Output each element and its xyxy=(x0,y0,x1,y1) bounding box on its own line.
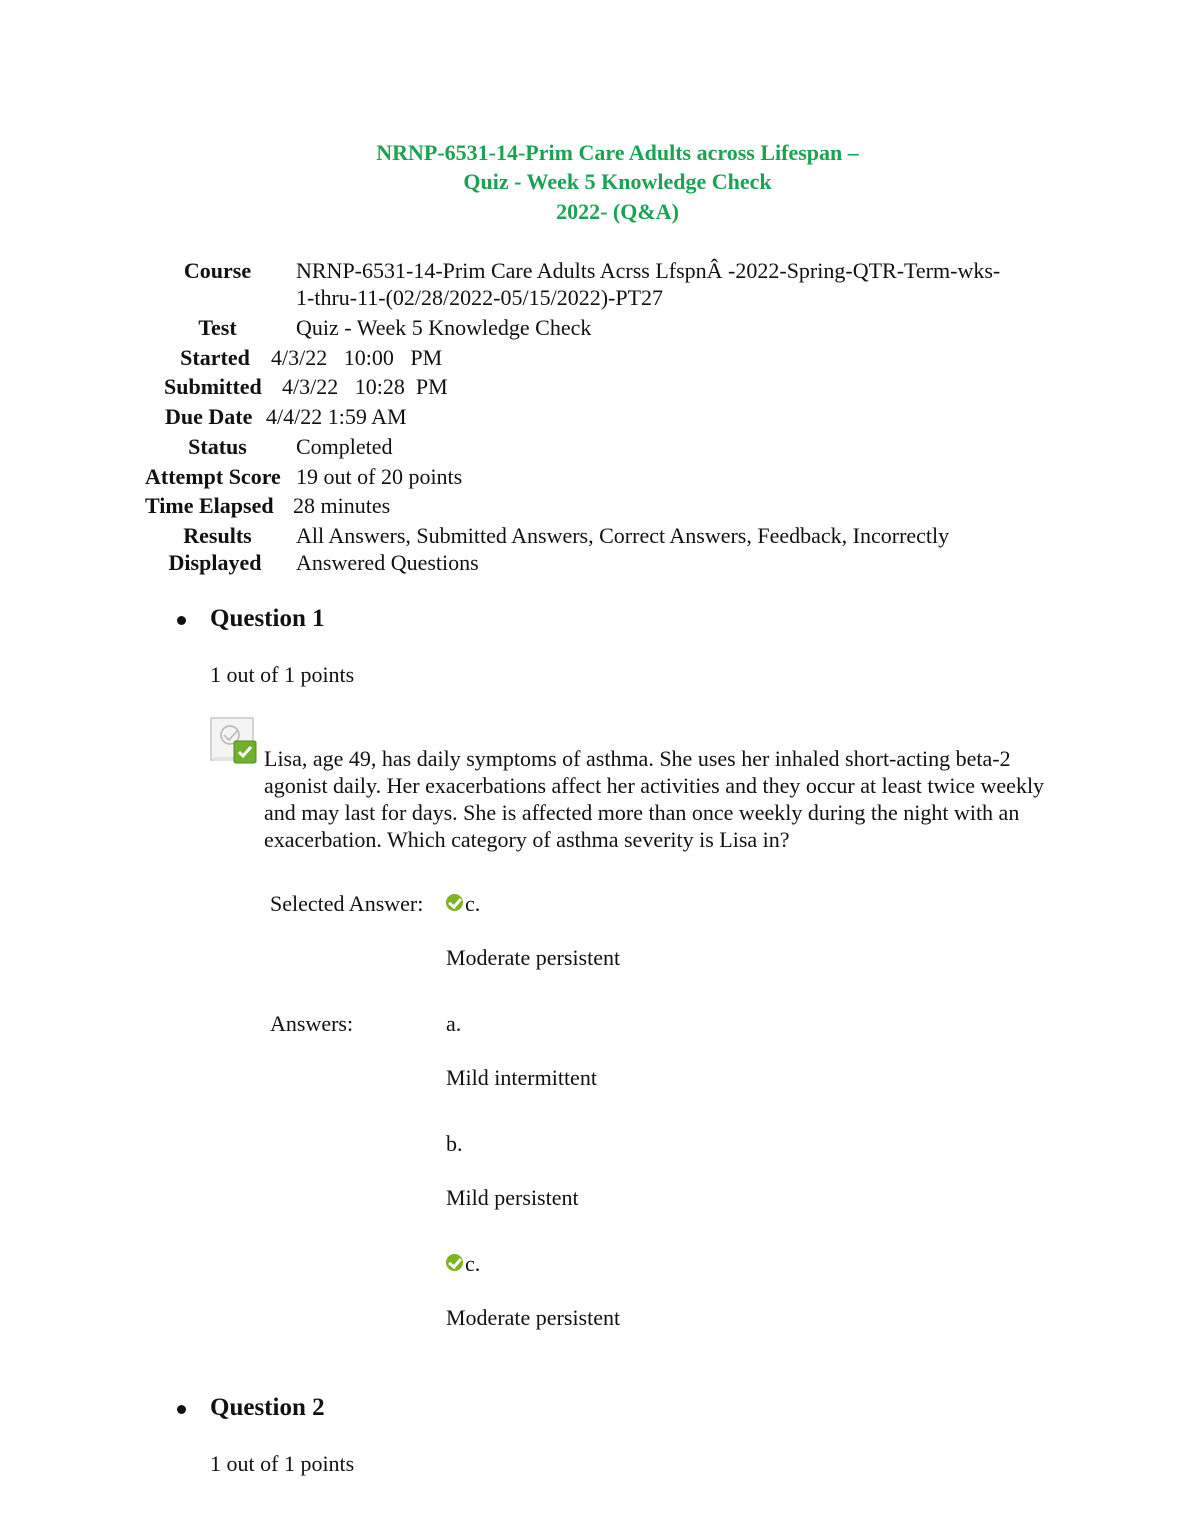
bullet-icon xyxy=(177,1405,186,1414)
doc-title-line2: Quiz - Week 5 Knowledge Check xyxy=(463,169,772,194)
check-icon xyxy=(446,894,463,911)
due-date-label: Due Date xyxy=(165,404,253,429)
question-1-text-line2: agonist daily. Her exacerbations affect her activities and they occur at least twice weekly xyxy=(264,773,1045,798)
status-label: Status xyxy=(188,434,247,459)
doc-title-line1: NRNP-6531-14-Prim Care Adults across Lifespan – xyxy=(376,140,859,165)
course-label: Course xyxy=(183,258,252,283)
test-label: Test xyxy=(198,315,237,340)
bullet-icon xyxy=(177,616,186,625)
results-displayed-label-line1: Results xyxy=(183,523,252,548)
due-date-value: 4/4/22 1:59 AM xyxy=(266,404,407,429)
answer-text: Mild persistent xyxy=(446,1185,579,1210)
answers-label: Answers: xyxy=(270,1011,354,1036)
question-1-heading: Question 1 xyxy=(210,605,325,632)
course-value-line2: 1-thru-11-(02/28/2022-05/15/2022)-PT27 xyxy=(296,285,664,310)
question-1-text-line4: exacerbation. Which category of asthma severity is Lisa in? xyxy=(264,827,790,852)
course-value-line1: NRNP-6531-14-Prim Care Adults Acrss LfspnÂ -2022-Spring-QTR-Term-wks- xyxy=(296,258,1001,283)
status-value: Completed xyxy=(296,434,393,459)
time-elapsed-value: 28 minutes xyxy=(293,493,391,518)
question-1-text-line1: Lisa, age 49, has daily symptoms of asthma. She uses her inhaled short-acting beta-2 xyxy=(264,746,1011,771)
results-displayed-value-line2: Answered Questions xyxy=(296,550,479,575)
answer-text: Moderate persistent xyxy=(446,1305,621,1330)
question-1-points: 1 out of 1 points xyxy=(210,662,355,687)
answer-letter: b. xyxy=(446,1131,463,1156)
answer-letter: a. xyxy=(446,1011,462,1036)
started-label: Started xyxy=(180,345,250,370)
attempt-score-label: Attempt Score xyxy=(145,464,281,489)
selected-answer-letter: c. xyxy=(465,891,481,916)
check-icon xyxy=(446,1254,463,1271)
selected-answer-text: Moderate persistent xyxy=(446,945,621,970)
results-displayed-label-line2: Displayed xyxy=(168,550,262,575)
question-2-points: 1 out of 1 points xyxy=(210,1451,355,1476)
doc-title-line3: 2022- (Q&A) xyxy=(556,199,679,224)
question-2-heading: Question 2 xyxy=(210,1394,325,1421)
answer-letter: c. xyxy=(465,1251,481,1276)
question-1-text-line3: and may last for days. She is affected more than once weekly during the night with an xyxy=(264,800,1020,825)
started-value: 4/3/22 10:00 PM xyxy=(271,345,443,370)
correct-status-icon xyxy=(210,717,258,765)
test-value: Quiz - Week 5 Knowledge Check xyxy=(296,315,592,340)
attempt-score-value: 19 out of 20 points xyxy=(296,464,463,489)
selected-answer-label: Selected Answer: xyxy=(270,891,424,916)
time-elapsed-label: Time Elapsed xyxy=(145,493,274,518)
submitted-value: 4/3/22 10:28 PM xyxy=(282,374,448,399)
results-displayed-value-line1: All Answers, Submitted Answers, Correct Answers, Feedback, Incorrectly xyxy=(296,523,950,548)
submitted-label: Submitted xyxy=(164,374,262,399)
answer-text: Mild intermittent xyxy=(446,1065,597,1090)
